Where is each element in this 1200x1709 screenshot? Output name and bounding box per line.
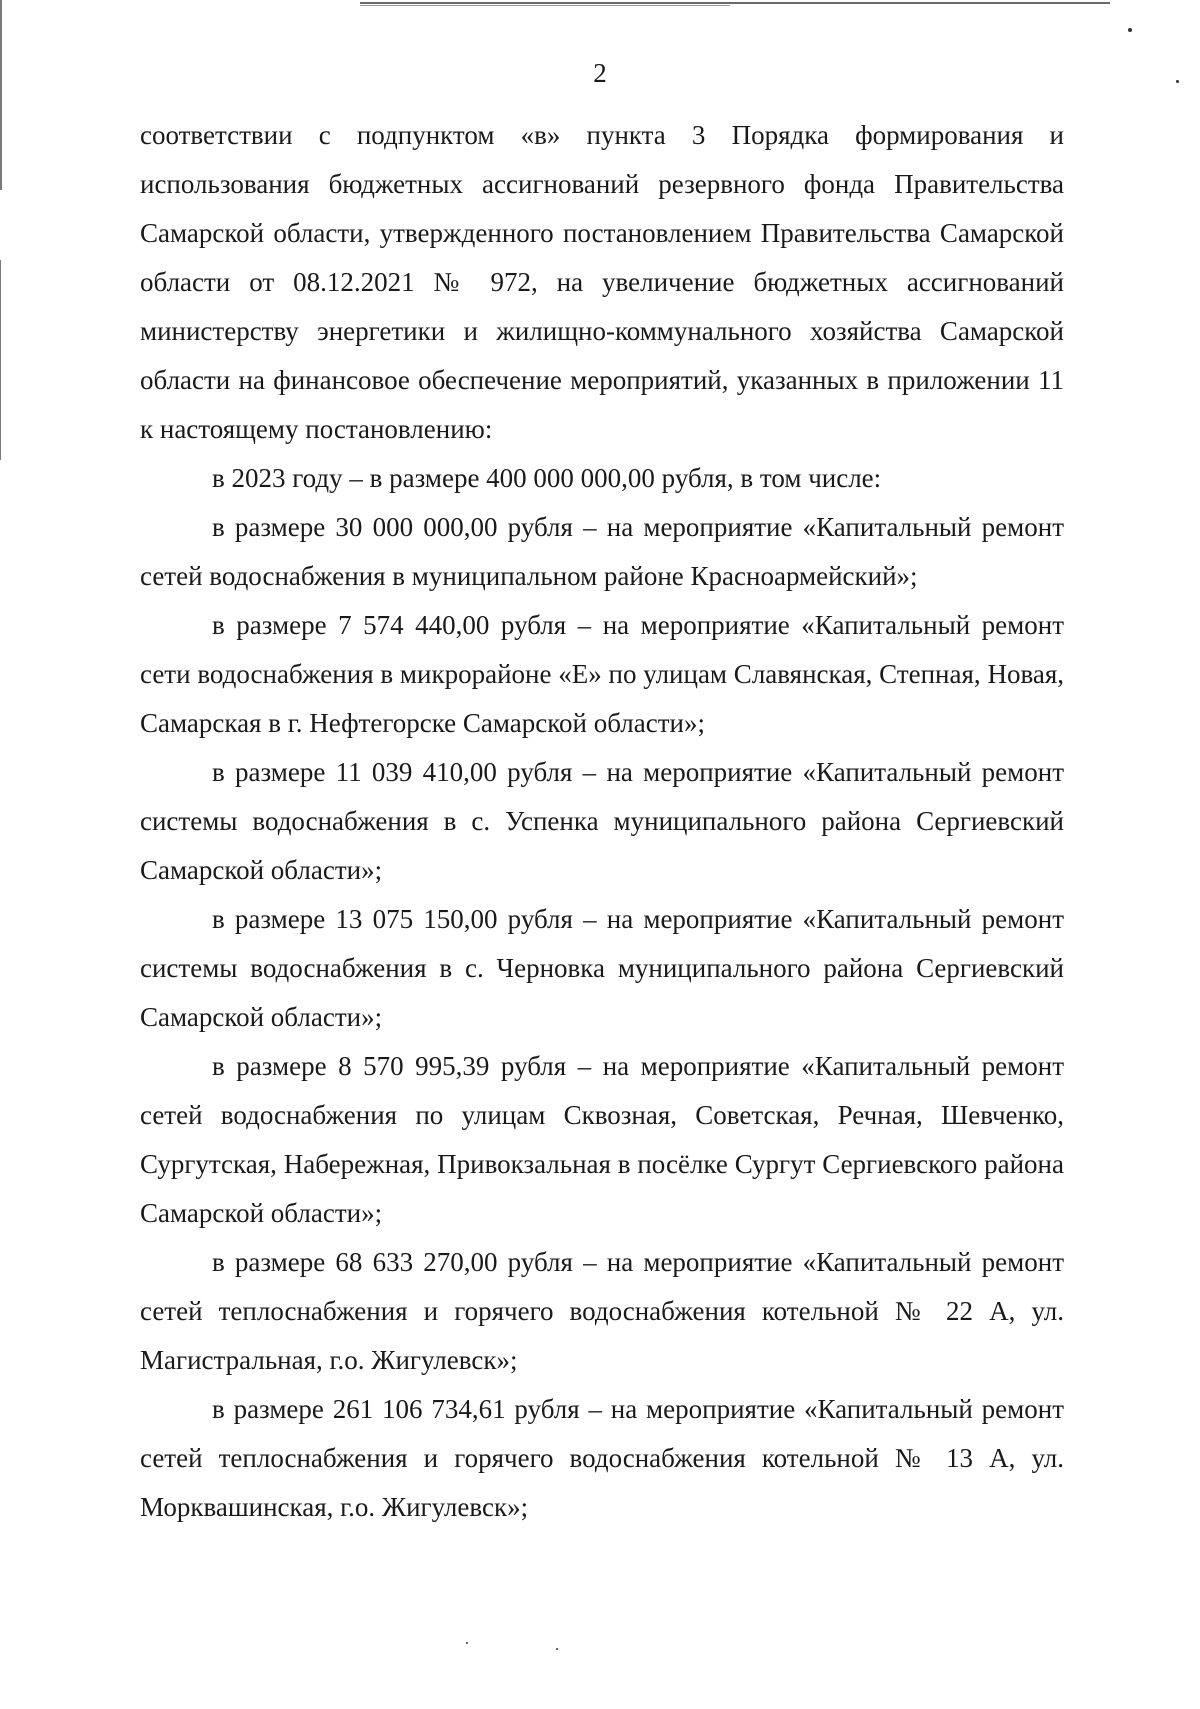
paragraph-intro: соответствии с подпунктом «в» пункта 3 Порядка формирования и использования бюджетных ассигнований резервного фонда Правительства Самарской области, утвержденного постановлением Правительства Самарской области от 08.12.2021 № 972, на увеличение бюджетных ассигнований министерству энергетики и жилищно-коммунального хозяйства Самарской области на финансовое обеспечение мероприятий, указанных в приложении 11 к настоящему постановлению: — [140, 120, 1064, 444]
paragraph-year-2023: в 2023 году – в размере 400 000 000,00 рубля, в том числе: — [212, 463, 882, 493]
scan-margin-mark — [0, 260, 1, 460]
scan-speck — [556, 1648, 558, 1650]
scan-speck — [1128, 28, 1132, 32]
page-number: 2 — [593, 58, 607, 88]
paragraph-item-chernovka: в размере 13 075 150,00 рубля – на мероприятие «Капитальный ремонт системы водоснабжения в с. Черновка муниципального района Сергиевский Самарской области»; — [140, 904, 1064, 1032]
paragraph-item-kotelnaya-22a: в размере 68 633 270,00 рубля – на мероприятие «Капитальный ремонт сетей теплоснабжения и горячего водоснабжения котельной № 22 А, ул. Магистральная, г.о. Жигулевск»; — [140, 1247, 1064, 1375]
scan-edge-line-thin — [360, 5, 730, 6]
paragraph-item-neftegorsk: в размере 7 574 440,00 рубля – на мероприятие «Капитальный ремонт сети водоснабжения в микрорайоне «Е» по улицам Славянская, Степная, Новая, Самарская в г. Нефтегорске Самарской области»; — [140, 610, 1064, 738]
document-body — [140, 111, 1064, 1532]
scan-edge-line — [360, 2, 1110, 4]
paragraph-item-kotelnaya-13a: в размере 261 106 734,61 рубля – на мероприятие «Капитальный ремонт сетей теплоснабжения и горячего водоснабжения котельной № 13 А, ул. Морквашинская, г.о. Жигулевск»; — [140, 1394, 1064, 1522]
paragraph-item-uspenka: в размере 11 039 410,00 рубля – на мероприятие «Капитальный ремонт системы водоснабжения в с. Успенка муниципального района Сергиевский Самарской области»; — [140, 757, 1064, 885]
paragraph-item-krasnoarmeysky: в размере 30 000 000,00 рубля – на мероприятие «Капитальный ремонт сетей водоснабжения в муниципальном районе Красноармейский»; — [140, 512, 1064, 591]
scan-margin-mark — [0, 0, 2, 190]
paragraph-item-surgut: в размере 8 570 995,39 рубля – на мероприятие «Капитальный ремонт сетей водоснабжения по улицам Сквозная, Советская, Речная, Шевченко, Сургутская, Набережная, Привокзальная в посёлке Сургут Сергиевского района Самарской области»; — [140, 1051, 1064, 1228]
scan-speck — [466, 1642, 468, 1644]
